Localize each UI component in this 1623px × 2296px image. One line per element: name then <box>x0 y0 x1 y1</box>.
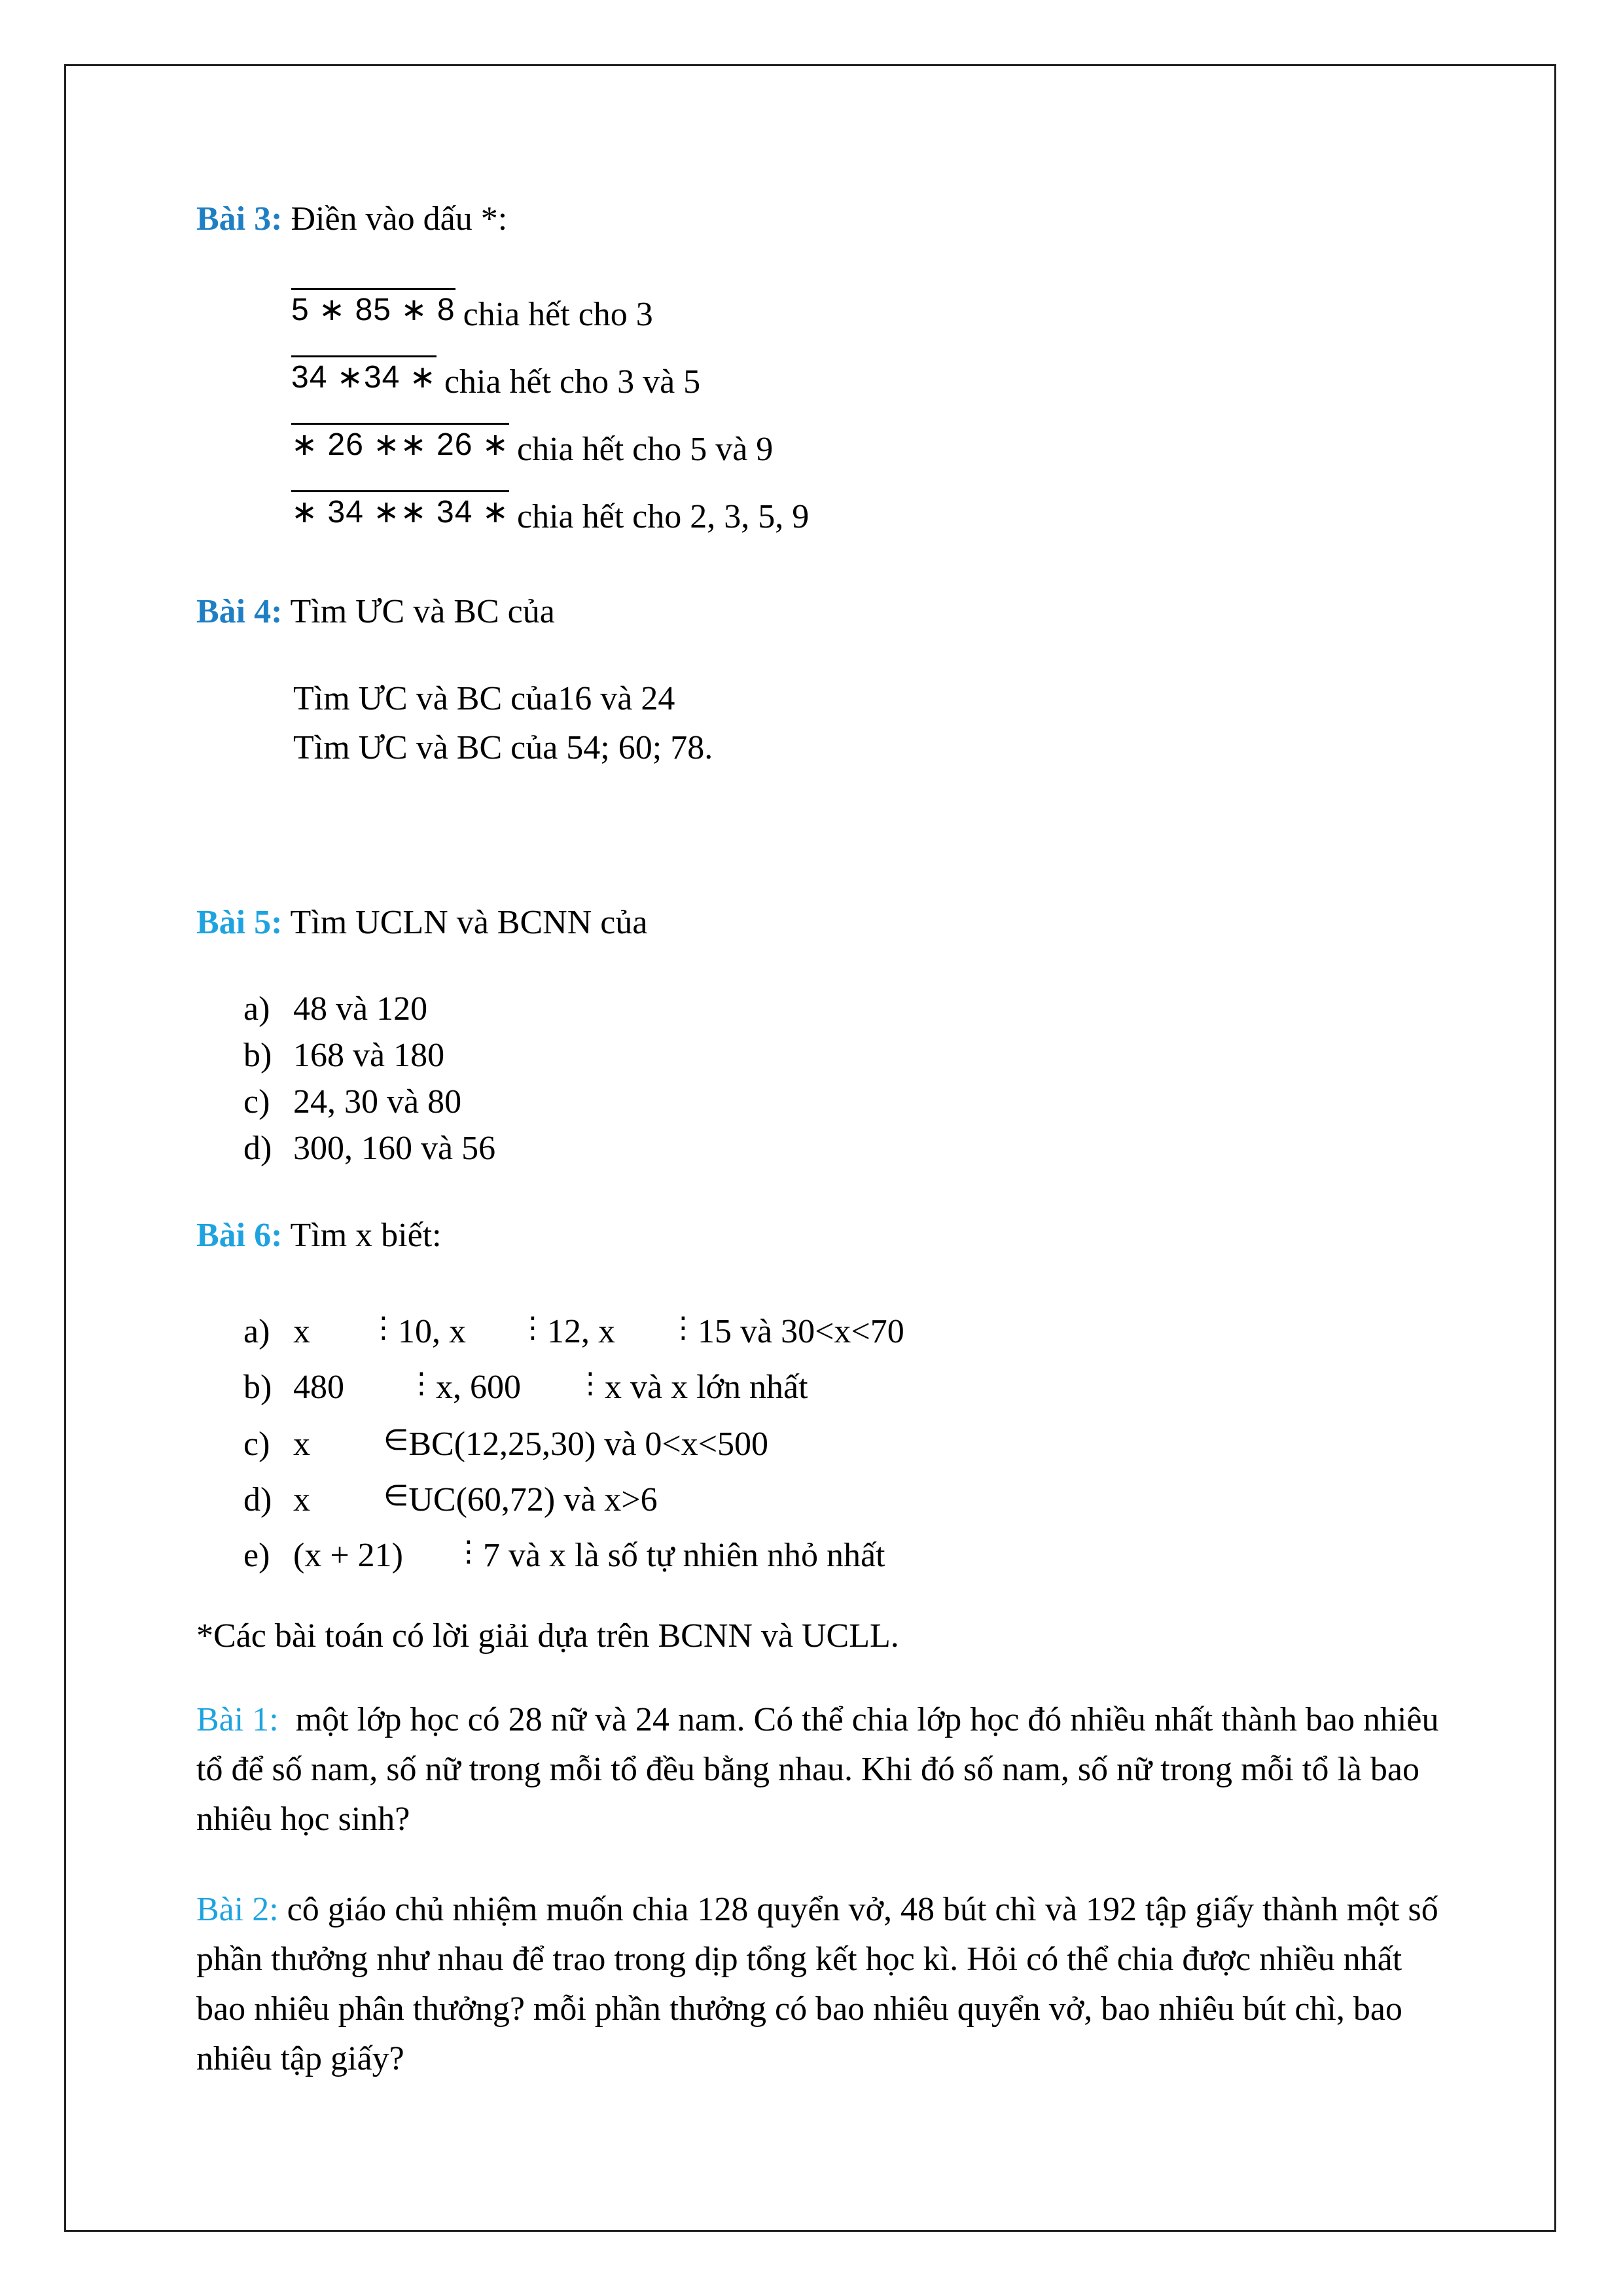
bai6-c-p1: x <box>293 1426 310 1463</box>
bai4-heading: Bài 4: <box>196 593 283 630</box>
bai1-heading: Bài 1 <box>196 1701 270 1738</box>
bai6-a-p2: 10, x <box>398 1313 466 1350</box>
bai6-c-p2: BC(12,25,30) và 0<x<500 <box>408 1426 769 1463</box>
list-label: b) <box>243 1037 272 1074</box>
bai1-colon: : <box>269 1701 279 1738</box>
bai6-item-c <box>243 1425 768 1465</box>
list-label: e) <box>243 1537 270 1574</box>
bai6-item-d <box>243 1480 658 1521</box>
bai6-b-p2: x, 600 <box>436 1369 521 1406</box>
bai6-heading: Bài 6: <box>196 1217 283 1254</box>
bai1-paragraph <box>196 1695 1440 1844</box>
bai3-item-2 <box>291 355 700 402</box>
list-text: 168 và 180 <box>293 1037 445 1074</box>
bai6-e-p2: 7 và x là số tự nhiên nhỏ nhất <box>482 1537 885 1574</box>
list-label: b) <box>243 1369 272 1406</box>
list-label: a) <box>243 1313 270 1350</box>
bai6-title <box>196 1216 442 1255</box>
list-label: a) <box>243 990 270 1028</box>
divides-icon: ⋮ <box>369 1311 398 1344</box>
bai5-text: Tìm UCLN và BCNN của <box>290 904 648 941</box>
bai2-paragraph <box>196 1885 1440 2084</box>
element-of-icon: ∈ <box>383 1479 409 1513</box>
bai3-item-text-2: chia hết cho 3 và 5 <box>444 363 701 401</box>
bai6-item-b <box>243 1368 808 1408</box>
list-label: d) <box>243 1481 272 1518</box>
bai5-item-a <box>243 990 427 1029</box>
bai6-d-p1: x <box>293 1481 310 1518</box>
divides-icon: ⋮ <box>407 1367 436 1400</box>
list-text: 24, 30 và 80 <box>293 1083 462 1121</box>
list-text: 48 và 120 <box>293 990 428 1028</box>
bai5-item-d <box>243 1129 495 1168</box>
bai2-heading: Bài 2 <box>196 1891 270 1928</box>
list-label: d) <box>243 1130 272 1167</box>
divides-icon: ⋮ <box>576 1367 605 1400</box>
bai3-item-text-4: chia hết cho 2, 3, 5, 9 <box>517 498 810 535</box>
bai6-a-p3: 12, x <box>547 1313 615 1350</box>
bai5-title <box>196 903 647 942</box>
bai5-item-c <box>243 1083 461 1122</box>
note-text: *Các bài toán có lời giải dựa trên BCNN và UCLL. <box>196 1617 899 1655</box>
bai5-heading: Bài 5: <box>196 904 283 941</box>
bai6-b-p1: 480 <box>293 1369 344 1406</box>
divides-icon: ⋮ <box>454 1535 483 1568</box>
bai3-item-text-3: chia hết cho 5 và 9 <box>517 431 774 468</box>
bai3-item-text-1: chia hết cho 3 <box>463 296 653 333</box>
divides-icon: ⋮ <box>518 1311 547 1344</box>
bai3-expr-1: 5 ∗ 85 ∗ 8 <box>291 288 455 329</box>
bai3-item-1 <box>291 288 653 334</box>
bai2-text: cô giáo chủ nhiệm muốn chia 128 quyển vở, 48 bút chì và 192 tập giấy thành một số phần thưởng như nhau để trao trong dịp tổng kết học kì. Hỏi có thể chia được nhiều nhất bao nhiêu phân thưởng? mỗi phần thưởng có bao nhiêu quyển vở, bao nhiêu bút chì, bao nhiêu tập giấy? <box>196 1891 1438 2077</box>
bai6-item-e <box>243 1536 885 1577</box>
bai4-item-1: Tìm ƯC và BC của16 và 24 <box>293 680 675 717</box>
bai2-colon: : <box>269 1891 279 1928</box>
bai3-expr-4: ∗ 34 ∗∗ 34 ∗ <box>291 490 509 531</box>
bai3-expr-3: ∗ 26 ∗∗ 26 ∗ <box>291 423 509 463</box>
bai6-text: Tìm x biết: <box>290 1217 442 1254</box>
bai4-title <box>196 592 555 632</box>
list-label: c) <box>243 1083 270 1121</box>
bai3-item-4 <box>291 490 809 537</box>
bai3-item-3 <box>291 423 773 469</box>
bai6-b-p3: x và x lớn nhất <box>605 1369 808 1406</box>
bai4-item-2: Tìm ƯC và BC của 54; 60; 78. <box>293 729 713 766</box>
bai6-e-p1: (x + 21) <box>293 1537 403 1574</box>
bai3-heading: Bài 3: <box>196 200 283 238</box>
bai3-expr-2: 34 ∗34 ∗ <box>291 355 437 396</box>
element-of-icon: ∈ <box>383 1424 409 1457</box>
bai6-item-a <box>243 1312 904 1353</box>
list-label: c) <box>243 1426 270 1463</box>
bai6-d-p2: UC(60,72) và x>6 <box>408 1481 658 1518</box>
bai5-item-b <box>243 1036 444 1075</box>
bai1-text: một lớp học có 28 nữ và 24 nam. Có thể chia lớp học đó nhiều nhất thành bao nhiêu tổ để số nam, số nữ trong mỗi tổ đều bằng nhau. Khi đó số nam, số nữ trong mỗi tổ là bao nhiêu học sinh? <box>196 1701 1439 1838</box>
bai3-title <box>196 200 507 239</box>
divides-icon: ⋮ <box>669 1311 698 1344</box>
bai6-a-p4: 15 và 30<x<70 <box>698 1313 904 1350</box>
bai3-text: Điền vào dấu *: <box>291 200 508 238</box>
bai6-a-p1: x <box>293 1313 310 1350</box>
bai4-text: Tìm ƯC và BC của <box>290 593 555 630</box>
list-text: 300, 160 và 56 <box>293 1130 496 1167</box>
